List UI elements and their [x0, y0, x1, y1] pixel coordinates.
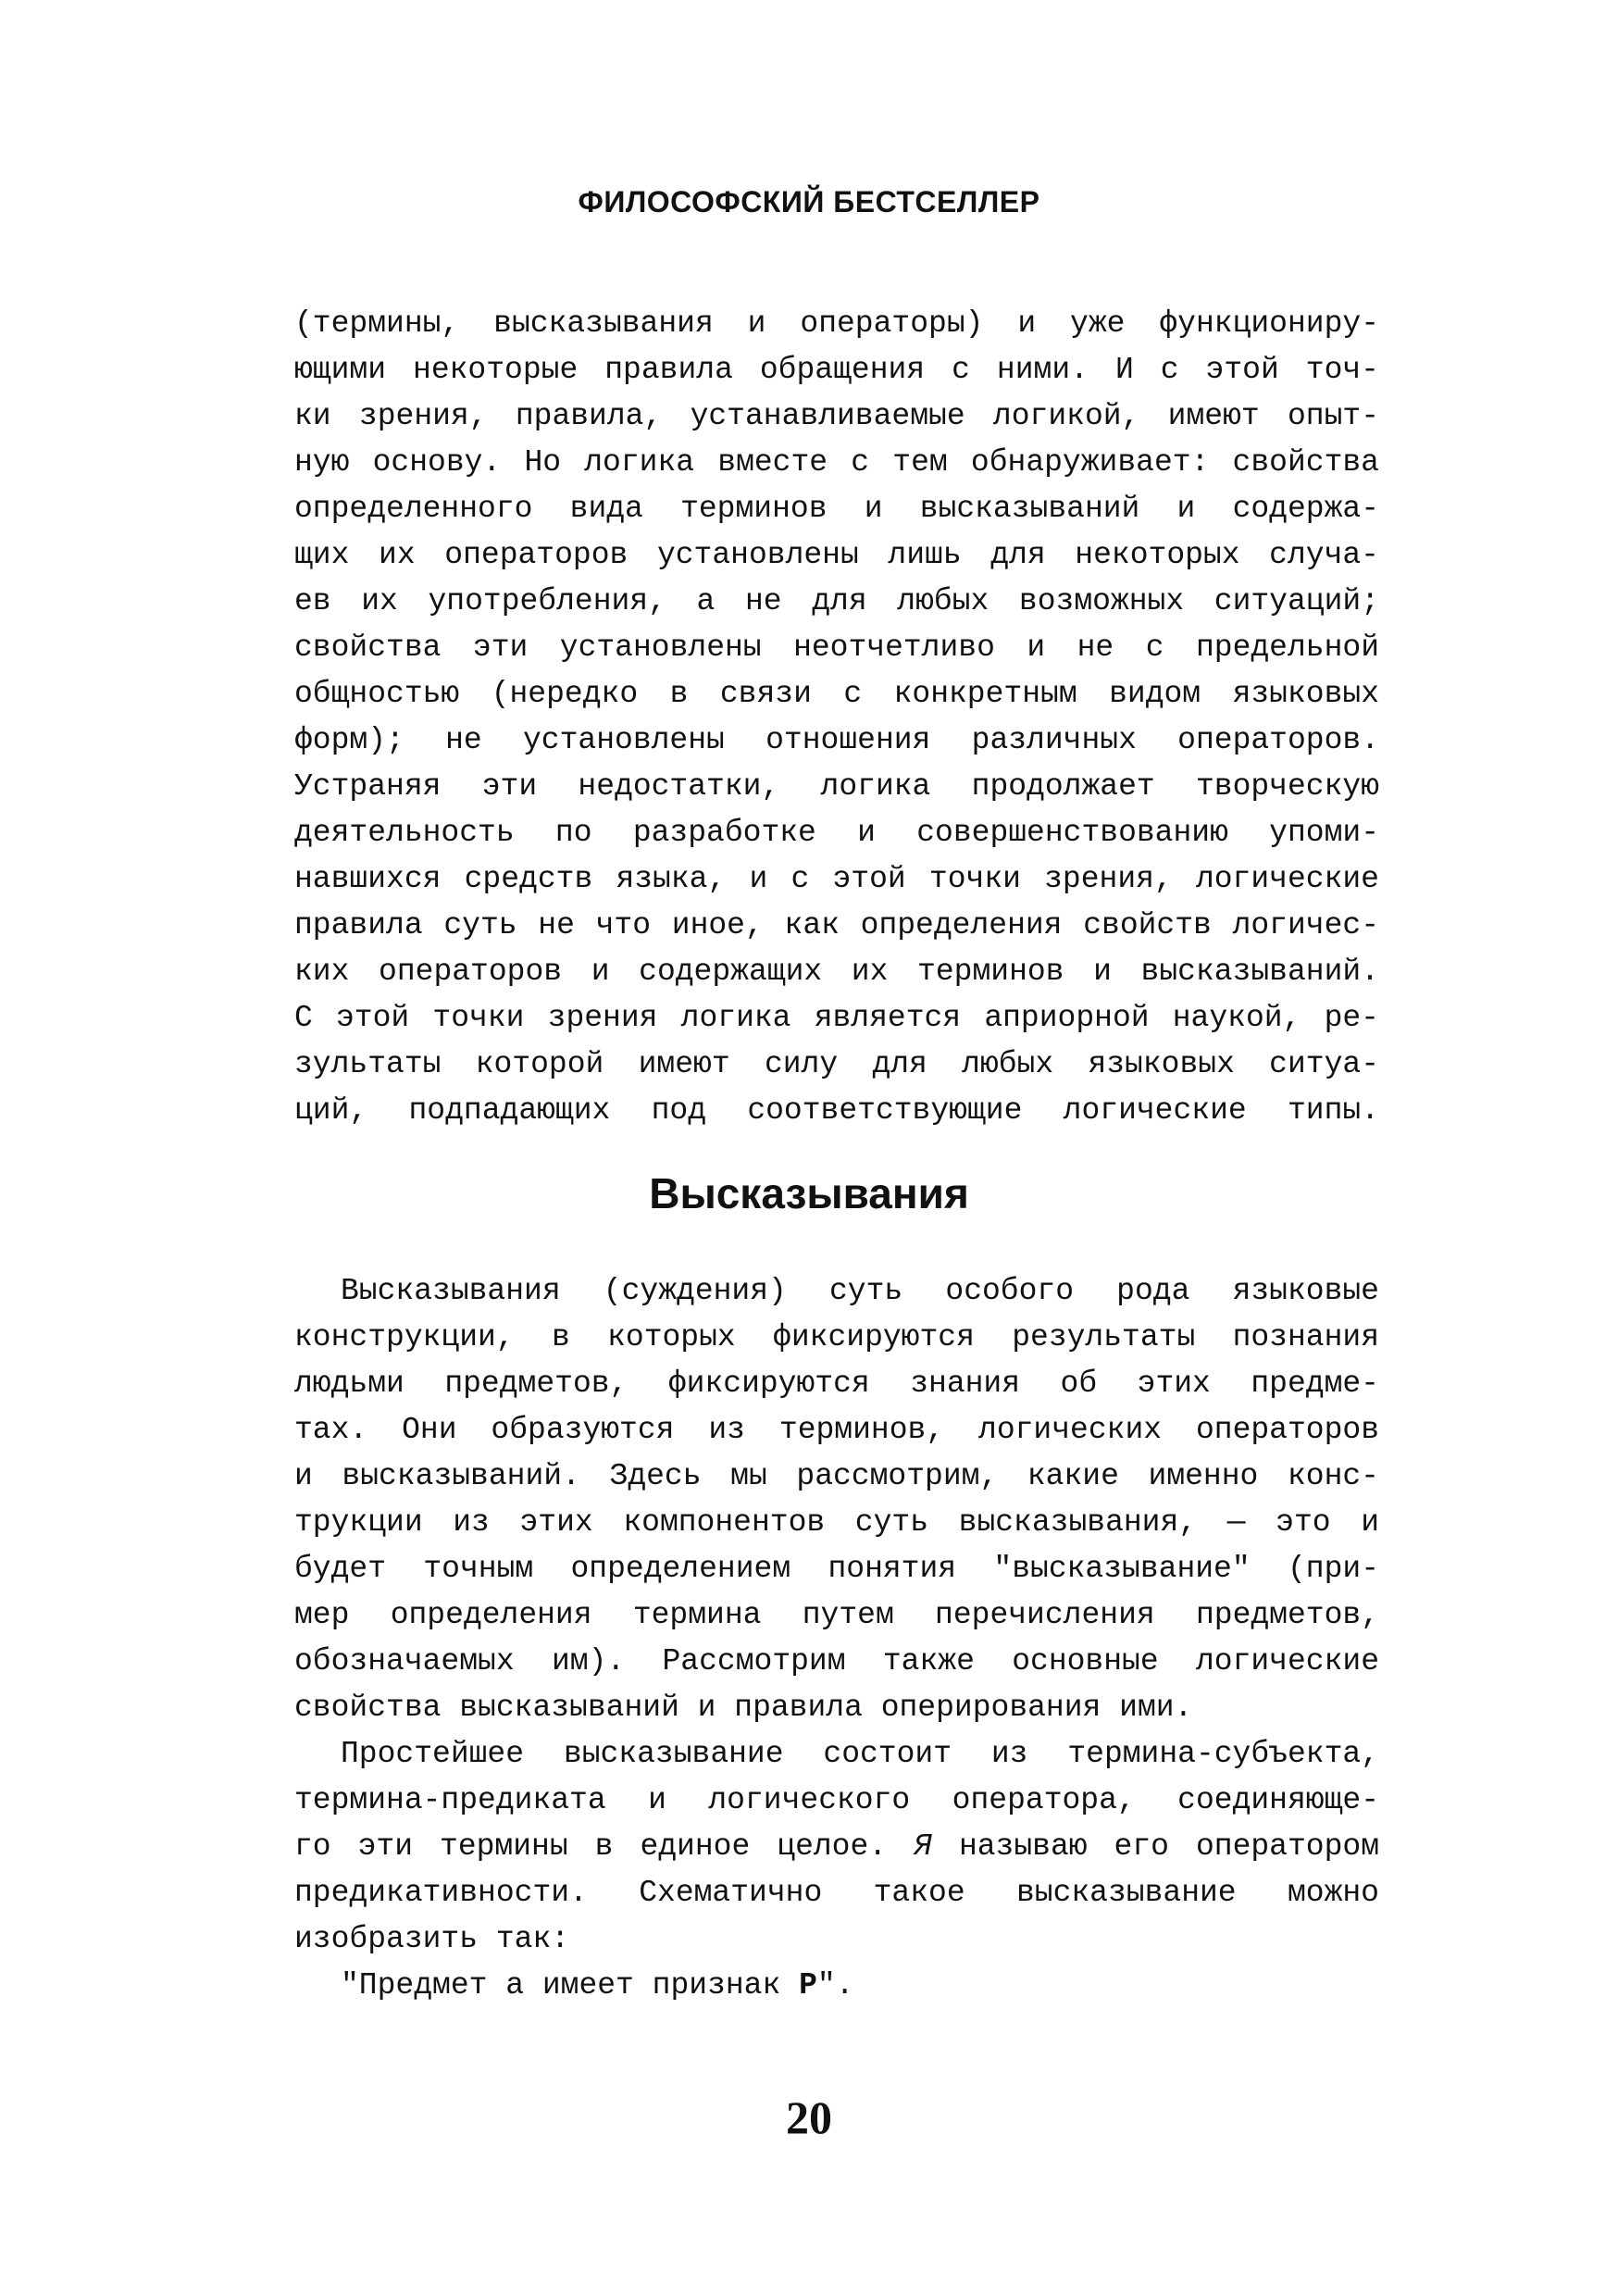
text-line: трукции из этих компонентов суть высказывания, — это и	[294, 1505, 1379, 1540]
text-line: мер определения термина путем перечисления предметов,	[294, 1598, 1379, 1632]
formula-closing: ".	[816, 1968, 854, 2003]
text-line: Высказывания (суждения) суть особого рода языковые	[341, 1274, 1379, 1308]
text-line: тах. Они образуются из терминов, логических операторов	[294, 1413, 1379, 1447]
text-line: С этой точки зрения логика является априорной наукой, ре-	[294, 1001, 1379, 1035]
text-line: форм); не установлены отношения различных операторов.	[294, 723, 1379, 757]
text-line: деятельность по разработке и совершенствованию упоми-	[294, 816, 1379, 850]
text-line: ких операторов и содержащих их терминов и высказываний.	[294, 955, 1379, 989]
text-line: и высказываний. Здесь мы рассмотрим, какие именно конс-	[294, 1459, 1379, 1493]
paragraph-1	[294, 301, 1379, 1134]
text-line: ющими некоторые правила обращения с ними. И с этой точ-	[294, 353, 1379, 387]
text-line: (термины, высказывания и операторы) и уже функциониру-	[294, 306, 1379, 341]
text-line: ев их употребления, а не для любых возможных ситуаций;	[294, 584, 1379, 618]
text-line: ную основу. Но логика вместе с тем обнаруживает: свойства	[294, 445, 1379, 480]
text-fragment: называю его оператором	[958, 1829, 1380, 1864]
running-head: ФИЛОСОФСКИЙ БЕСТСЕЛЛЕР	[578, 185, 1040, 218]
section-heading: Высказывания	[649, 1169, 969, 1217]
text-line: людьми предметов, фиксируются знания об этих предме-	[294, 1366, 1379, 1401]
text-line: навшихся средств языка, и с этой точки зрения, логические	[294, 862, 1379, 896]
text-fragment: го эти термины в единое целое.	[294, 1829, 888, 1864]
text-line: Устраняя эти недостатки, логика продолжает творческую	[294, 769, 1379, 804]
text-line: термина-предиката и логического оператора, соединяюще-	[294, 1783, 1379, 1817]
paragraph-3	[294, 1731, 1379, 1963]
text-line: ций, подпадающих под соответствующие логические типы.	[294, 1093, 1379, 1128]
page-number: 20	[786, 2091, 832, 2143]
text-line: правила суть не что иное, как определения свойств логичес-	[294, 908, 1379, 942]
text-line-with-italic	[294, 1824, 1379, 1870]
formula-text: "Предмет a имеет признак	[341, 1968, 781, 2003]
text-line: обозначаемых им). Рассмотрим также основные логические	[294, 1644, 1379, 1678]
text-line: свойства эти установлены неотчетливо и не с предельной	[294, 630, 1379, 665]
text-line: определенного вида терминов и высказываний и содержа-	[294, 492, 1379, 526]
text-line: Простейшее высказывание состоит из термина-субъекта,	[341, 1737, 1379, 1771]
text-line: зультаты которой имеют силу для любых языковых ситуа-	[294, 1047, 1379, 1081]
text-line: общностью (нередко в связи с конкретным видом языковых	[294, 677, 1379, 711]
italic-pronoun: Я	[914, 1829, 932, 1864]
text-line: свойства высказываний и правила оперирования ими.	[294, 1691, 1193, 1725]
text-line: конструкции, в которых фиксируются результаты познания	[294, 1320, 1379, 1354]
formula-symbol: P	[799, 1968, 817, 2003]
formula-line	[341, 1963, 854, 2009]
paragraph-2	[294, 1268, 1379, 1731]
text-line: будет точным определением понятия "высказывание" (при-	[294, 1552, 1379, 1586]
text-line: изобразить так:	[294, 1922, 570, 1956]
text-line: щих их операторов установлены лишь для некоторых случа-	[294, 538, 1379, 572]
text-line: предикативности. Схематично такое высказывание можно	[294, 1876, 1379, 1910]
text-line: ки зрения, правила, устанавливаемые логикой, имеют опыт-	[294, 399, 1379, 433]
